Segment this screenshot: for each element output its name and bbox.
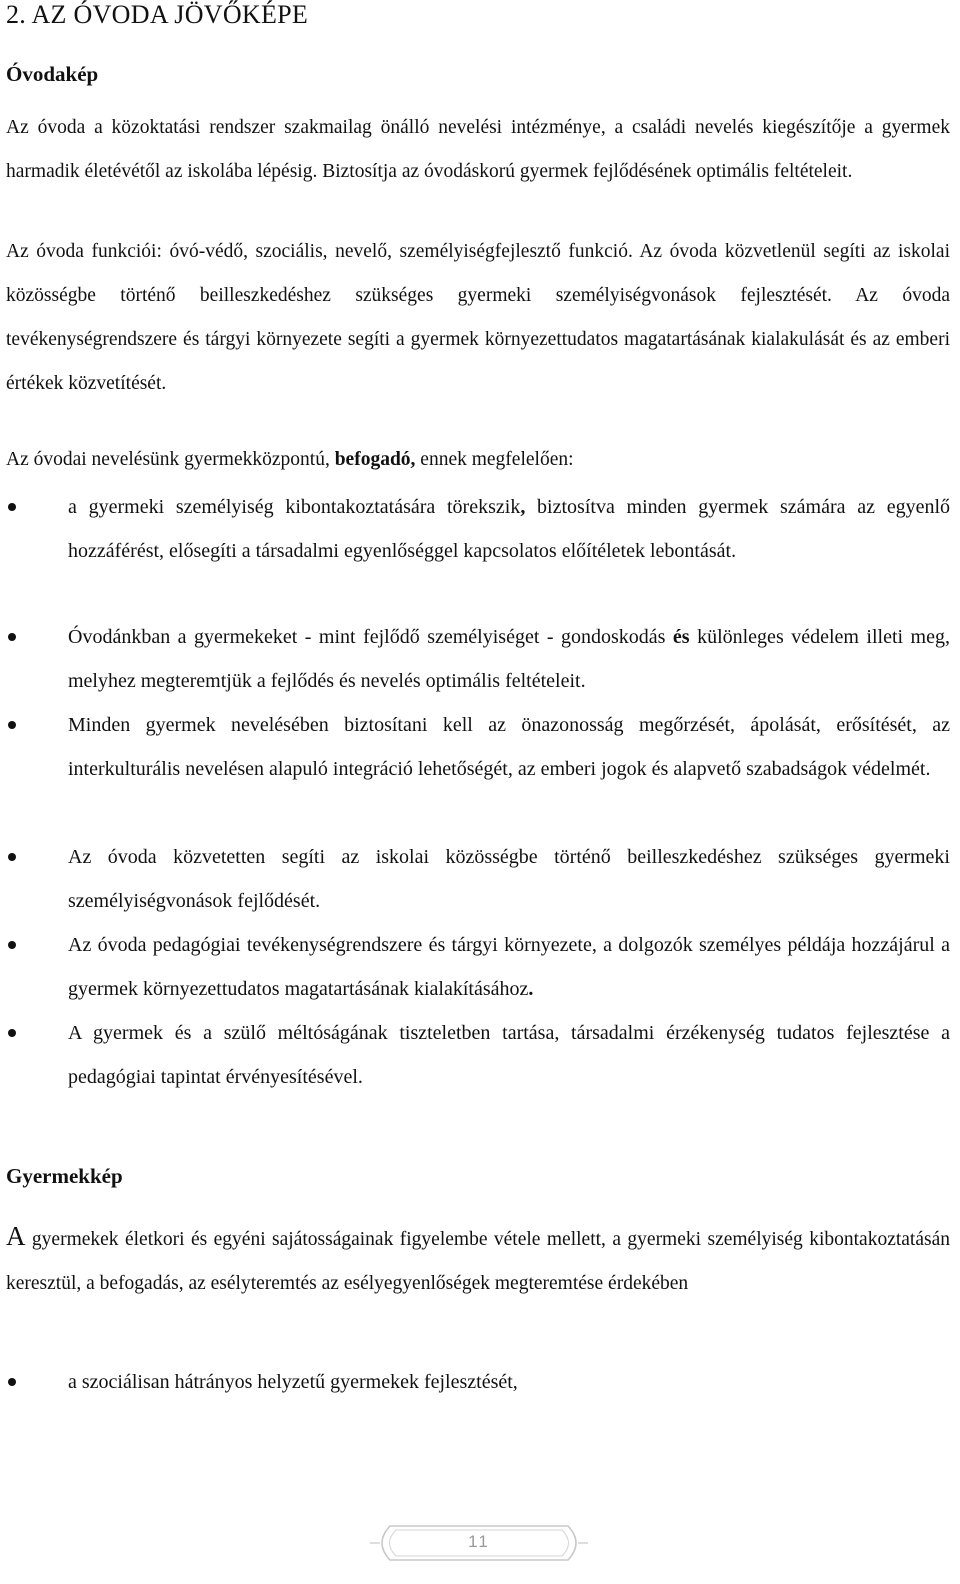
bullet-text: Az óvoda közvetetten segíti az iskolai közösségbe történő beilleszkedéshez szükséges gyermeki személyiségvonások fejlődését. [68,846,950,912]
bullet-text-part: Az óvoda pedagógiai tevékenységrendszere és tárgyi környezete, a dolgozók személyes példája hozzájárul a gyermek környezettudatos magatartásának kialakításához [68,934,950,1000]
page-number-badge [370,1522,588,1564]
paragraph-rest: gyermekek életkori és egyéni sajátosságainak figyelembe vétele mellett, a gyermeki személyiség kibontakoztatásán keresztül, a befogadás, az esélyteremtés az esélyegyenlőségek megteremtése érdekében [6,1229,950,1294]
bullet-text-bold: . [528,978,534,1000]
section-heading-ovodakep: Óvodakép [6,62,99,86]
drop-initial: A [6,1221,26,1251]
paragraph-intro: Az óvoda a közoktatási rendszer szakmailag önálló nevelési intézménye, a családi nevelés kiegészítője a gyermek harmadik életévétől az iskolába lépésig. Biztosítja az óvodáskorú gyermek fejlődésének optimális feltételeit. [6,117,950,182]
intro-text-bold: befogadó, [334,449,416,470]
bullet-icon [8,941,16,949]
chapter-title: 2. AZ ÓVODA JÖVŐKÉPE [6,0,309,29]
bullet-text: A gyermek és a szülő méltóságának tiszteletben tartása, társadalmi érzékenység tudatos fejlesztése a pedagógiai tapintat érvényesítésével. [68,1022,950,1088]
bullet-text-part: a gyermeki személyiség kibontakoztatására törekszik [68,496,521,518]
bullet-icon [8,853,16,861]
bullet-icon [8,1378,16,1386]
paragraph-functions: Az óvoda funkciói: óvó-védő, szociális, nevelő, személyiségfejlesztő funkció. Az óvoda közvetlenül segíti az iskolai közösségbe történő beilleszkedéshez szükséges gyermeki személyiségvonások fejlesztését. Az óvoda tevékenységrendszere és tárgyi környezete segíti a gyermek környezettudatos magatartásának kialakulását és az emberi értékek közvetítését. [6,241,950,394]
section-heading-gyermekkep: Gyermekkép [6,1164,123,1188]
bullet-text-bold: , [520,496,526,518]
bullet-icon [8,503,16,511]
intro-text-a: Az óvodai nevelésünk gyermekközpontú, [6,449,335,470]
bullet-text [68,615,950,703]
bullet-text-part: Óvodánkban a gyermekeket - mint fejlődő személyiséget - gondoskodás [68,626,673,648]
bullet-text-bold: és [672,626,690,648]
page-number: 11 [468,1532,490,1551]
bullet-text-part: különleges védelem illeti meg, melyhez megteremtjük a fejlődés és nevelés optimális feltételeit. [68,626,950,692]
bullet-text [68,923,950,1011]
paragraph-gyermekkep [6,1214,950,1306]
bullet-icon [8,1029,16,1037]
bullet-icon [8,721,16,729]
bullet-text [68,485,950,573]
bullet-text: a szociálisan hátrányos helyzetű gyermekek fejlesztését, [68,1371,518,1393]
intro-text-c: ennek megfelelően: [415,449,574,470]
bullet-text: Minden gyermek nevelésében biztosítani kell az önazonosság megőrzését, ápolását, erősítését, az interkulturális nevelésen alapuló integráció lehetőségét, az emberi jogok és alapvető szabadságok védelmét. [68,714,950,780]
paragraph-nevelesunk [6,438,950,482]
bullet-icon [8,633,16,641]
bullet-text-part: biztosítva minden gyermek számára az egyenlő hozzáférést, elősegíti a társadalmi egyenlőséggel kapcsolatos előítéletek lebontását. [68,496,951,562]
